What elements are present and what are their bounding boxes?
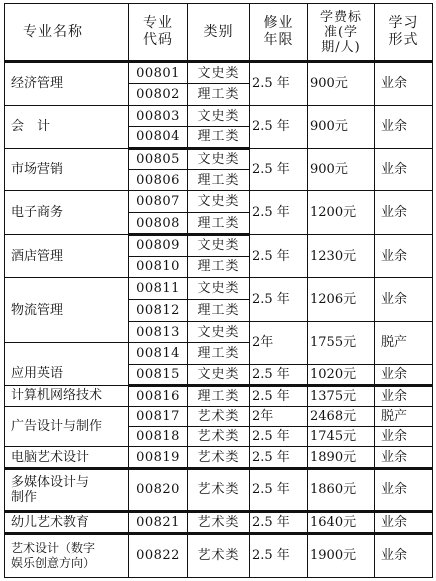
code-cell: 00803 — [129, 105, 188, 126]
major-name: 计算机网络技术 — [5, 386, 129, 406]
table-row — [5, 62, 433, 84]
code-cell: 00811 — [129, 278, 188, 299]
header-years: 修业 年限 — [250, 4, 308, 62]
form-cell: 业余 — [375, 148, 433, 191]
form-cell: 业余 — [375, 364, 433, 385]
major-name: 应用英语 — [5, 343, 129, 386]
code-cell: 00815 — [129, 364, 188, 385]
fee-cell: 1020元 — [308, 364, 375, 385]
major-name: 电脑艺术设计 — [5, 447, 129, 468]
fee-cell: 1375元 — [308, 386, 375, 406]
form-cell: 业余 — [375, 386, 433, 406]
fee-cell: 900元 — [308, 62, 375, 106]
program-table — [4, 3, 433, 578]
code-cell: 00817 — [129, 406, 188, 426]
form-cell: 业余 — [375, 62, 433, 106]
category-cell: 文史类 — [188, 191, 250, 212]
fee-cell: 1860元 — [308, 468, 375, 511]
form-cell: 脱产 — [375, 406, 433, 426]
table-row — [5, 191, 433, 212]
category-cell: 文史类 — [188, 62, 250, 84]
table-row — [5, 148, 433, 169]
table-row — [5, 278, 433, 299]
code-cell: 00809 — [129, 235, 188, 256]
category-cell: 理工类 — [188, 256, 250, 277]
years-cell: 2.5 年 — [250, 447, 308, 468]
category-cell: 艺术类 — [188, 511, 250, 533]
code-cell: 00821 — [129, 511, 188, 533]
code-cell: 00812 — [129, 299, 188, 321]
major-name: 会 计 — [5, 105, 129, 148]
code-cell: 00822 — [129, 533, 188, 577]
category-cell: 艺术类 — [188, 447, 250, 468]
code-cell: 00810 — [129, 256, 188, 277]
fee-cell: 1745元 — [308, 426, 375, 446]
code-cell: 00804 — [129, 127, 188, 148]
major-name: 酒店管理 — [5, 235, 129, 278]
fee-cell: 2468元 — [308, 406, 375, 426]
category-cell: 艺术类 — [188, 468, 250, 511]
table-row — [5, 511, 433, 533]
category-cell: 艺术类 — [188, 426, 250, 446]
form-cell: 业余 — [375, 426, 433, 446]
major-name: 市场营销 — [5, 148, 129, 191]
table-row — [5, 468, 433, 511]
years-cell: 2.5 年 — [250, 468, 308, 511]
header-category: 类别 — [188, 4, 250, 62]
category-cell: 理工类 — [188, 299, 250, 321]
code-cell: 00801 — [129, 62, 188, 84]
category-cell: 文史类 — [188, 105, 250, 126]
form-cell: 业余 — [375, 468, 433, 511]
header-fee: 学费标 准(学 期/人) — [308, 4, 375, 62]
category-cell: 理工类 — [188, 212, 250, 234]
form-cell: 脱产 — [375, 321, 433, 364]
code-cell: 00808 — [129, 212, 188, 234]
fee-cell: 1640元 — [308, 511, 375, 533]
category-cell: 理工类 — [188, 170, 250, 191]
code-cell: 00805 — [129, 148, 188, 169]
years-cell: 2.5 年 — [250, 105, 308, 148]
fee-cell: 1890元 — [308, 447, 375, 468]
major-name: 电子商务 — [5, 191, 129, 235]
years-cell: 2.5 年 — [250, 364, 308, 385]
category-cell: 理工类 — [188, 127, 250, 148]
major-name: 经济管理 — [5, 62, 129, 106]
category-cell: 理工类 — [188, 343, 250, 364]
form-cell: 业余 — [375, 533, 433, 577]
form-cell: 业余 — [375, 235, 433, 278]
code-cell: 00814 — [129, 343, 188, 364]
form-cell: 业余 — [375, 105, 433, 148]
major-name: 多媒体设计与 制作 — [5, 468, 129, 511]
table-row — [5, 447, 433, 468]
table-row — [5, 386, 433, 406]
major-name: 幼儿艺术教育 — [5, 511, 129, 533]
form-cell: 业余 — [375, 447, 433, 468]
code-cell: 00820 — [129, 468, 188, 511]
table-row — [5, 406, 433, 426]
fee-cell: 1206元 — [308, 278, 375, 322]
table-row — [5, 533, 433, 577]
header-name: 专业名称 — [5, 4, 129, 62]
category-cell: 文史类 — [188, 235, 250, 256]
years-cell: 2年 — [250, 321, 308, 364]
major-name: 艺术设计（数字 娱乐创意方向） — [5, 533, 129, 577]
header-form: 学习 形式 — [375, 4, 433, 62]
major-name: 广告设计与制作 — [5, 406, 129, 447]
years-cell: 2.5 年 — [250, 278, 308, 322]
category-cell: 文史类 — [188, 364, 250, 385]
years-cell: 2.5 年 — [250, 148, 308, 191]
table-row — [5, 105, 433, 126]
category-cell: 理工类 — [188, 386, 250, 406]
category-cell: 文史类 — [188, 321, 250, 342]
fee-cell: 1200元 — [308, 191, 375, 235]
years-cell: 2.5 年 — [250, 62, 308, 106]
form-cell: 业余 — [375, 191, 433, 235]
years-cell: 2.5 年 — [250, 426, 308, 446]
years-cell: 2.5 年 — [250, 533, 308, 577]
fee-cell: 1230元 — [308, 235, 375, 278]
code-cell: 00807 — [129, 191, 188, 212]
category-cell: 理工类 — [188, 84, 250, 105]
code-cell: 00806 — [129, 170, 188, 191]
fee-cell: 1900元 — [308, 533, 375, 577]
years-cell: 2.5 年 — [250, 191, 308, 235]
years-cell: 2年 — [250, 406, 308, 426]
code-cell: 00802 — [129, 84, 188, 105]
form-cell: 业余 — [375, 278, 433, 322]
fee-cell: 1755元 — [308, 321, 375, 364]
fee-cell: 900元 — [308, 148, 375, 191]
code-cell: 00813 — [129, 321, 188, 342]
header-code: 专业 代码 — [129, 4, 188, 62]
header-row — [5, 4, 433, 62]
category-cell: 艺术类 — [188, 406, 250, 426]
major-name: 物流管理 — [5, 278, 129, 343]
table-row — [5, 235, 433, 256]
years-cell: 2.5 年 — [250, 235, 308, 278]
form-cell: 业余 — [375, 511, 433, 533]
category-cell: 文史类 — [188, 148, 250, 169]
code-cell: 00819 — [129, 447, 188, 468]
fee-cell: 900元 — [308, 105, 375, 148]
code-cell: 00818 — [129, 426, 188, 446]
category-cell: 文史类 — [188, 278, 250, 299]
years-cell: 2.5 年 — [250, 511, 308, 533]
category-cell: 艺术类 — [188, 533, 250, 577]
code-cell: 00816 — [129, 386, 188, 406]
years-cell: 2.5 年 — [250, 386, 308, 406]
